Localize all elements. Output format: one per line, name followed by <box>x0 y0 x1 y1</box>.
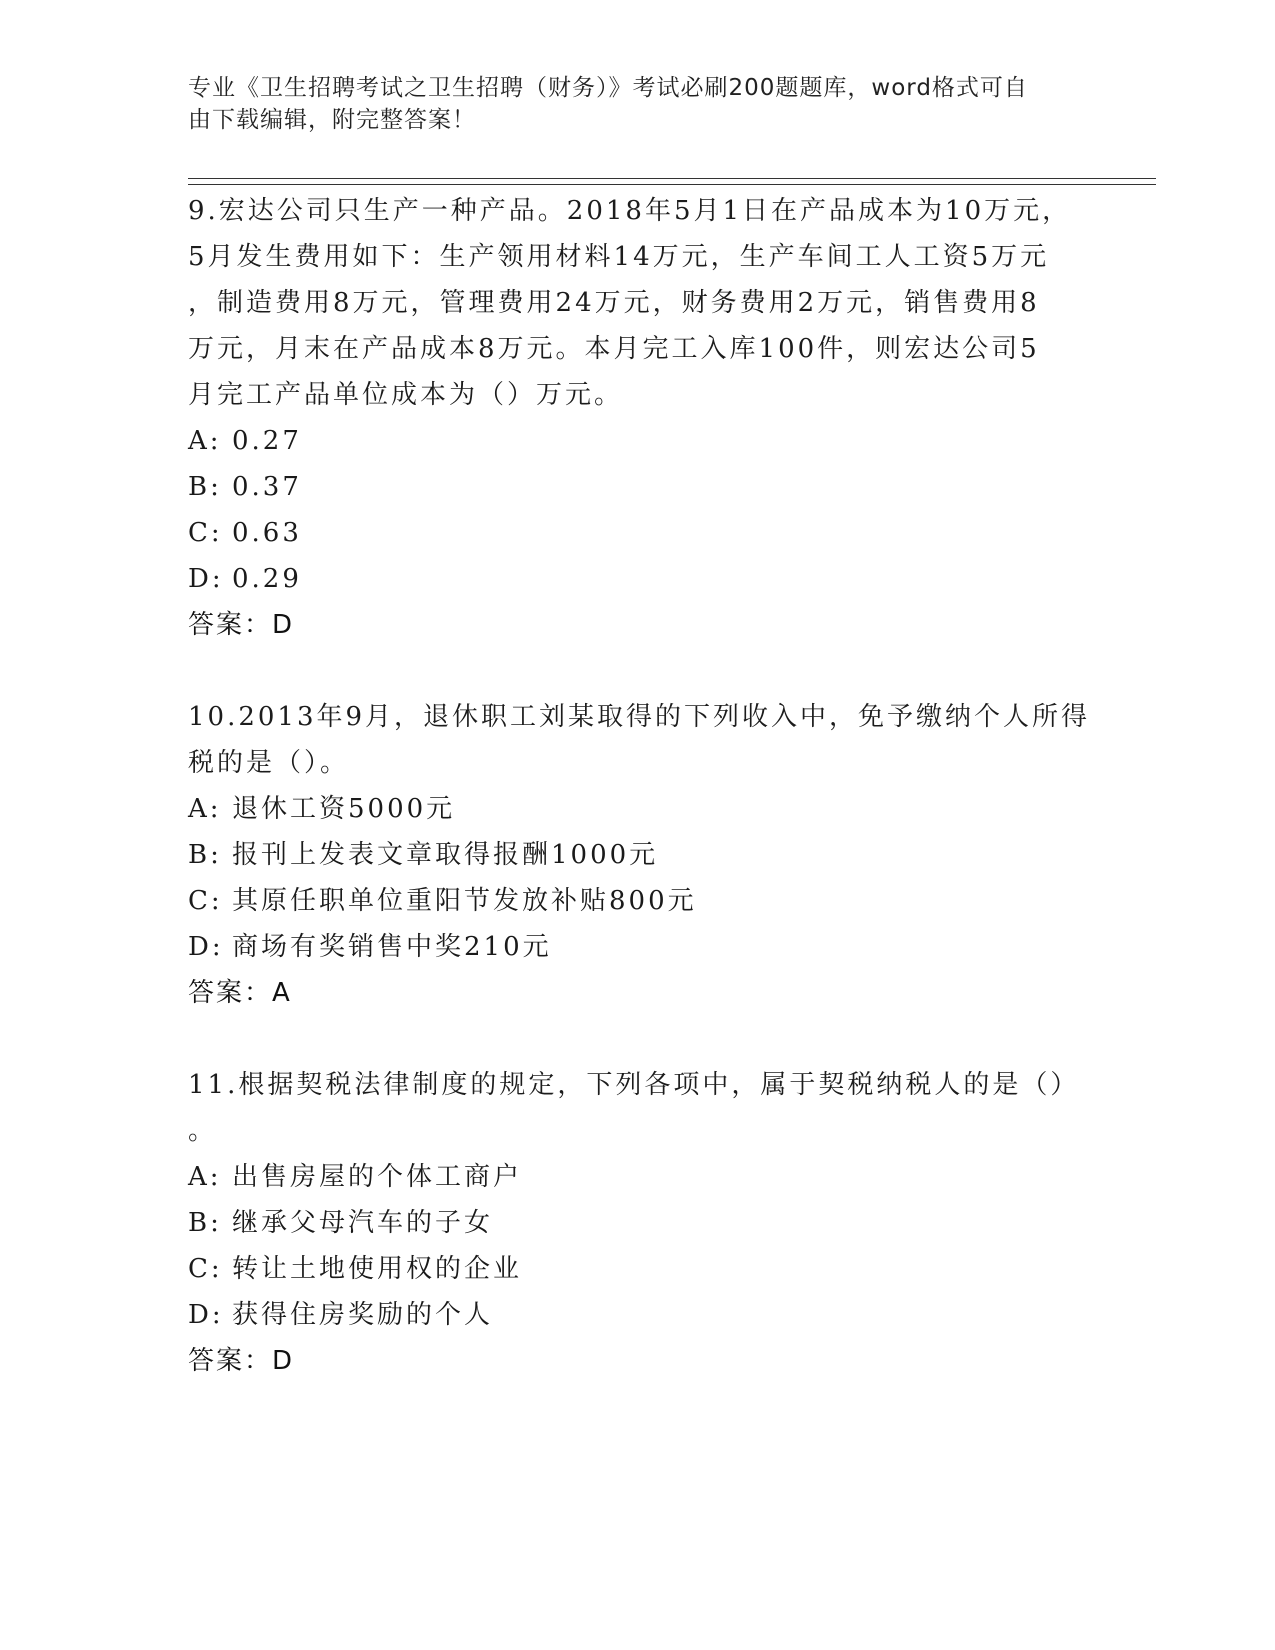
question-10 <box>188 694 1091 1016</box>
option-text: 继承父母汽车的子女 <box>232 1208 494 1238</box>
option-text: 报刊上发表文章取得报酬1000元 <box>232 840 659 870</box>
stem-line: 月完工产品单位成本为（）万元。 <box>188 380 624 410</box>
option-text: 0.37 <box>232 472 302 502</box>
option-text: 其原任职单位重阳节发放补贴800元 <box>232 886 697 916</box>
stem-line: 11.根据契税法律制度的规定，下列各项中，属于契税纳税人的是（） <box>188 1070 1080 1100</box>
option-text: 转让土地使用权的企业 <box>232 1254 523 1284</box>
answer-line: 答案：A <box>188 978 292 1008</box>
option-label: D: <box>188 564 224 594</box>
header-line-2: 由下载编辑，附完整答案！ <box>188 107 476 133</box>
stem-line: 10.2013年9月，退休职工刘某取得的下列收入中，免予缴纳个人所得 <box>188 702 1091 732</box>
option-c <box>188 1246 1088 1292</box>
option-c <box>188 878 1088 924</box>
question-9 <box>188 188 1088 648</box>
option-label: A: <box>188 1162 222 1192</box>
option-b <box>188 832 1088 878</box>
option-text: 商场有奖销售中奖210元 <box>232 932 552 962</box>
option-c <box>188 510 1088 556</box>
option-d <box>188 1292 1088 1338</box>
option-label: A: <box>188 426 222 456</box>
option-label: B: <box>188 472 222 502</box>
answer-line: 答案：D <box>188 610 295 640</box>
option-label: D: <box>188 1300 224 1330</box>
option-a <box>188 418 1088 464</box>
answer-line: 答案：D <box>188 1346 295 1376</box>
stem-line: 9.宏达公司只生产一种产品。2018年5月1日在产品成本为10万元， <box>188 196 1072 226</box>
question-gap <box>188 1016 1088 1062</box>
stem-line: 5月发生费用如下：生产领用材料14万元，生产车间工人工资5万元 <box>188 242 1050 272</box>
option-text: 获得住房奖励的个人 <box>232 1300 494 1330</box>
stem-line: ，制造费用8万元，管理费用24万元，财务费用2万元，销售费用8 <box>188 288 1040 318</box>
question-stem <box>188 694 1091 786</box>
option-label: B: <box>188 840 222 870</box>
option-label: A: <box>188 794 222 824</box>
option-text: 0.29 <box>232 564 302 594</box>
option-text: 退休工资5000元 <box>232 794 456 824</box>
stem-line: 。 <box>188 1116 218 1146</box>
stem-line: 税的是（）。 <box>188 748 350 778</box>
option-label: D: <box>188 932 224 962</box>
option-b <box>188 464 1088 510</box>
question-stem <box>188 1062 1088 1154</box>
option-a <box>188 786 1088 832</box>
question-stem <box>188 188 1088 418</box>
option-label: C: <box>188 1254 223 1284</box>
option-label: C: <box>188 518 223 548</box>
header-divider <box>188 178 1156 185</box>
option-text: 0.27 <box>232 426 302 456</box>
stem-line: 万元，月末在产品成本8万元。本月完工入库100件，则宏达公司5 <box>188 334 1040 364</box>
option-label: B: <box>188 1208 222 1238</box>
question-11 <box>188 1062 1088 1384</box>
document-header <box>188 72 1068 136</box>
option-d <box>188 556 1088 602</box>
header-line-1: 专业《卫生招聘考试之卫生招聘（财务）》考试必刷200题题库，word格式可自 <box>188 75 1028 101</box>
option-a <box>188 1154 1088 1200</box>
option-d <box>188 924 1088 970</box>
question-gap <box>188 648 1088 694</box>
option-text: 0.63 <box>232 518 302 548</box>
option-label: C: <box>188 886 223 916</box>
option-text: 出售房屋的个体工商户 <box>232 1162 523 1192</box>
option-b <box>188 1200 1088 1246</box>
question-list <box>188 188 1091 1384</box>
